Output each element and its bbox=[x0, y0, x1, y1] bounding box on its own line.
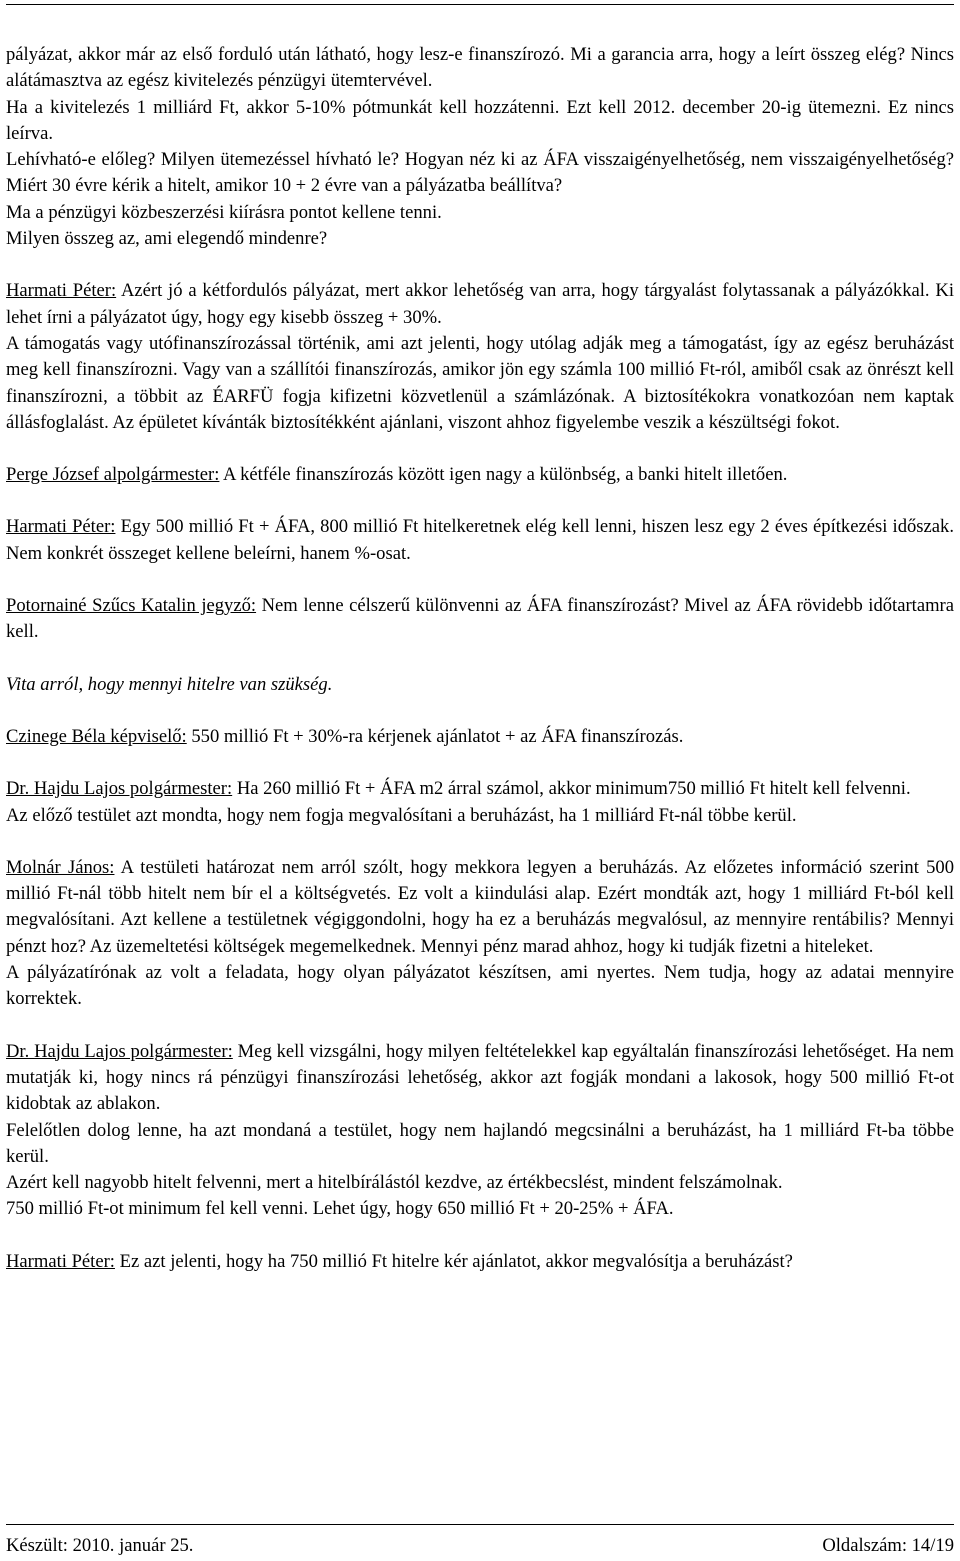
speaker-block bbox=[6, 724, 954, 750]
paragraph: Azért kell nagyobb hitelt felvenni, mert a hitelbírálástól kezdve, az értékbecslést, mindent felszámolnak. bbox=[6, 1172, 783, 1194]
paragraph: Felelőtlen dolog lenne, ha azt mondaná a testület, hogy nem hajlandó megcsinálni a beruházást, ha 1 milliárd Ft-ba többe kerül. bbox=[6, 1119, 954, 1167]
speaker-block bbox=[6, 593, 954, 646]
speech-text: 550 millió Ft + 30%-ra kérjenek ajánlatot + az ÁFA finanszírozás. bbox=[191, 725, 684, 747]
speaker-block bbox=[6, 462, 954, 488]
speech-text: A kétféle finanszírozás között igen nagy a különbség, a banki hitelt illetően. bbox=[223, 464, 788, 486]
paragraph-block bbox=[6, 42, 954, 252]
speaker-block bbox=[6, 278, 954, 436]
speaker-name: Potornainé Szűcs Katalin jegyző: bbox=[6, 595, 257, 617]
paragraph: Ma a pénzügyi közbeszerzési kiírásra pontot kellene tenni. bbox=[6, 201, 442, 223]
speaker-name: Dr. Hajdu Lajos polgármester: bbox=[6, 1040, 233, 1062]
speaker-name: Harmati Péter: bbox=[6, 280, 117, 302]
speech-text: Nem lenne célszerű különvenni az ÁFA finanszírozást? Mivel az ÁFA rövidebb időtartamra kell. bbox=[6, 595, 954, 643]
paragraph: Lehívható-e előleg? Milyen ütemezéssel hívható le? Hogyan néz ki az ÁFA visszaigényelhetőség, nem visszaigényelhetőség? Miért 30 évre kérik a hitelt, amikor 10 + 2 évre van a pályázatba beállítva? bbox=[6, 149, 954, 197]
paragraph bbox=[6, 855, 954, 960]
paragraph: 750 millió Ft-ot minimum fel kell venni. Lehet úgy, hogy 650 millió Ft + 20-25% + ÁFA. bbox=[6, 1198, 674, 1220]
paragraph: A támogatás vagy utófinanszírozással történik, ami azt jelenti, hogy utólag adják meg a támogatást, így az egész beruházást meg kell finanszírozni. Vagy van a szállítói finanszírozás, amikor jön egy számla 100 millió Ft-ról, amiből csak az önrészt kell finanszírozni, a többit az ÉARFÜ fogja kifizetni közvetlenül a számlázónak. A biztosítékokra vonatkozóan nem kaptak állásfoglalást. Az épületet kívánták biztosítékként ajánlani, viszont ahhoz figyelembe veszik a készültségi fokot. bbox=[6, 332, 954, 433]
speaker-name: Czinege Béla képviselő: bbox=[6, 725, 187, 747]
speaker-name: Harmati Péter: bbox=[6, 1250, 115, 1272]
speaker-block bbox=[6, 1249, 954, 1275]
page-number: Oldalszám: 14/19 bbox=[822, 1535, 954, 1556]
paragraph bbox=[6, 724, 954, 750]
paragraph: Milyen összeg az, ami elegendő mindenre? bbox=[6, 228, 328, 250]
speaker-name: Perge József alpolgármester: bbox=[6, 464, 220, 486]
paragraph bbox=[6, 514, 954, 567]
page-footer bbox=[6, 1524, 954, 1559]
speech-text: Ha 260 millió Ft + ÁFA m2 árral számol, akkor minimum750 millió Ft hitelt kell felvenni. bbox=[236, 778, 911, 800]
speech-text: Ez azt jelenti, hogy ha 750 millió Ft hitelre kér ajánlatot, akkor megvalósítja a beruházást? bbox=[119, 1250, 793, 1272]
paragraph bbox=[6, 593, 954, 646]
italic-note-block bbox=[6, 672, 954, 698]
speaker-name: Harmati Péter: bbox=[6, 516, 116, 538]
paragraph: A pályázatírónak az volt a feladata, hogy olyan pályázatot készítsen, ami nyertes. Nem tudja, hogy az adatai mennyire korrektek. bbox=[6, 962, 954, 1010]
paragraph bbox=[6, 462, 954, 488]
paragraph bbox=[6, 1249, 954, 1275]
speaker-block bbox=[6, 1039, 954, 1223]
speech-text: Meg kell vizsgálni, hogy milyen feltételekkel kap egyáltalán finanszírozási lehetőséget. Ha nem mutatják ki, hogy nincs rá pénzügyi finanszírozási lehetőség, akkor azt fogják mondani a lakosok, hogy 500 millió Ft-ot kidobtak az ablakon. bbox=[6, 1040, 954, 1115]
top-rule bbox=[6, 4, 954, 5]
speech-text: Egy 500 millió Ft + ÁFA, 800 millió Ft hitelkeretnek elég kell lenni, hiszen lesz egy 2 éves építkezési időszak. Nem konkrét összeget kellene beleírni, hanem %-osat. bbox=[6, 516, 954, 564]
speaker-block bbox=[6, 514, 954, 567]
speaker-name: Dr. Hajdu Lajos polgármester: bbox=[6, 778, 233, 800]
paragraph: Ha a kivitelezés 1 milliárd Ft, akkor 5-10% pótmunkát kell hozzátenni. Ezt kell 2012. december 20-ig ütemezni. Ez nincs leírva. bbox=[6, 96, 954, 144]
paragraph: Az előző testület azt mondta, hogy nem fogja megvalósítani a beruházást, ha 1 milliárd Ft-nál többe kerül. bbox=[6, 804, 797, 826]
speaker-block bbox=[6, 855, 954, 1013]
speech-text: Azért jó a kétfordulós pályázat, mert akkor lehetőség van arra, hogy tárgyalást folytassanak a pályázókkal. Ki lehet írni a pályázatot úgy, hogy egy kisebb összeg + 30%. bbox=[6, 280, 954, 328]
paragraph: pályázat, akkor már az első forduló után látható, hogy lesz-e finanszírozó. Mi a garancia arra, hogy a leírt összeg elég? Nincs alátámasztva az egész kivitelezés pénzügyi ütemtervével. bbox=[6, 44, 954, 92]
speaker-block bbox=[6, 776, 954, 829]
italic-note: Vita arról, hogy mennyi hitelre van szükség. bbox=[6, 673, 333, 695]
speaker-name: Molnár János: bbox=[6, 856, 115, 878]
speech-text: A testületi határozat nem arról szólt, hogy mekkora legyen a beruházás. Az előzetes információ szerint 500 millió Ft-nál több hitelt nem bír el a költségvetés. Ez volt a kiindulási alap. Ezért mondták azt, hogy 1 milliárd Ft-ból kell megvalósítani. Azt kellene a testületnek végiggondolni, hogy ha ez a beruházás megvalósul, az mennyire rentábilis? Mennyi pénzt hoz? Az üzemeltetési költségek megemelkednek. Mennyi pénz marad ahhoz, hogy ki tudják fizetni a hiteleket. bbox=[6, 856, 955, 957]
paragraph bbox=[6, 1039, 954, 1118]
paragraph bbox=[6, 776, 954, 802]
footer-date: Készült: 2010. január 25. bbox=[6, 1535, 194, 1556]
page-body bbox=[6, 42, 954, 1275]
paragraph bbox=[6, 278, 954, 331]
